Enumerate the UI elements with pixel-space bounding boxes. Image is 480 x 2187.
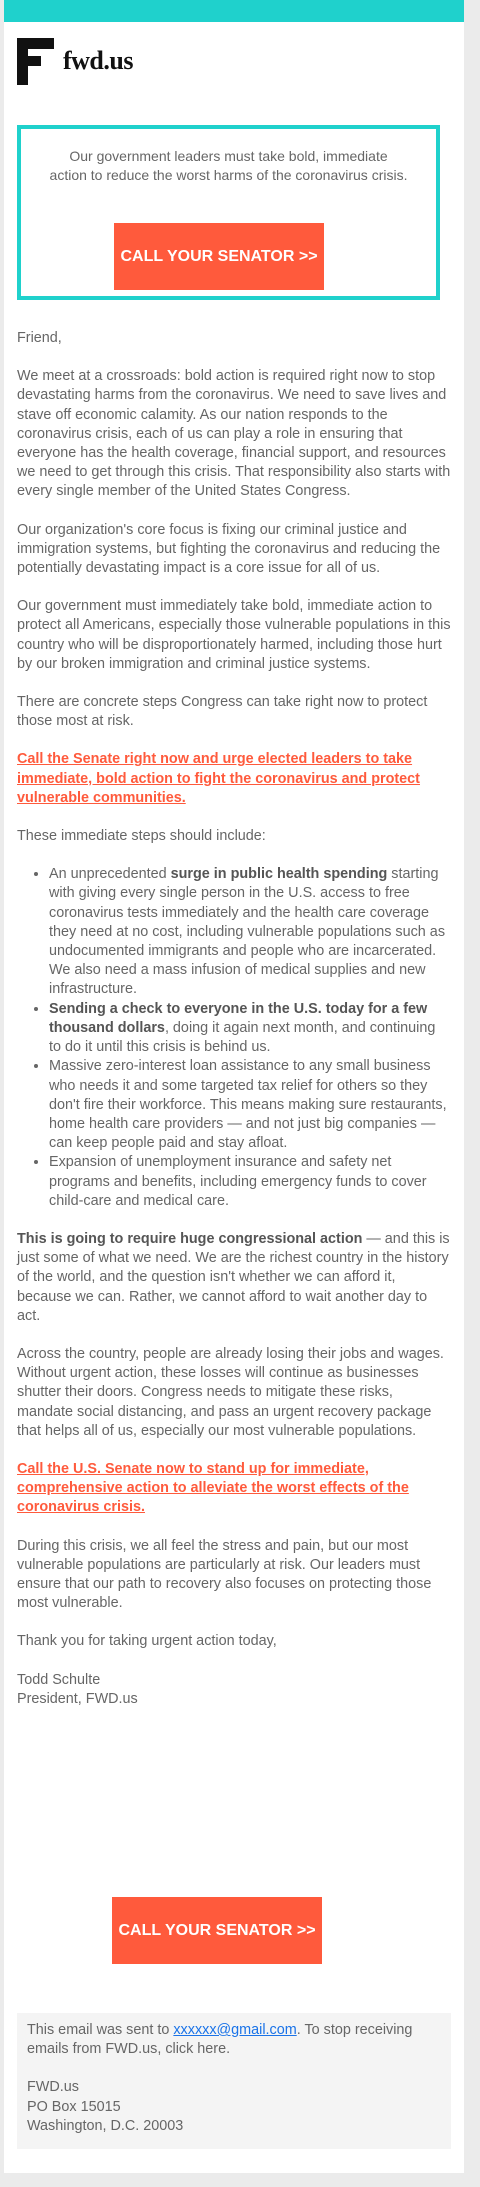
signature-name: Todd Schulte [17,1671,101,1688]
signature [17,1671,451,1709]
top-accent-bar [4,0,464,22]
paragraph-losing-jobs: Across the country, people are already losing their jobs and wages. Without urgent action, these losses will continue as businesses shutter their doors. Congress needs to mitigate these risks, mandate social distancing, and pass an urgent recovery package that helps all of us, especially our most vulnerable populations. [17,1345,444,1439]
paragraph-government-action: Our government must immediately take bold, immediate action to protect all Americans, especially those vulnerable populations in this country who will be disproportionately harmed, including those hurt by our broken immigration and criminal justice systems. [17,598,451,672]
brand-name: fwd.us [63,46,133,75]
email-body [17,329,451,1728]
address-city: Washington, D.C. 20003 [27,2117,184,2134]
greeting: Friend, [17,330,62,346]
unsubscribe-notice: This email was sent to xxxxxx@gmail.com. To stop receiving emails from FWD.us, click here. [27,2022,413,2058]
steps-list [17,865,451,1211]
list-item: • An unprecedented surge in public health spending starting with giving every single person in the U.S. access to free coronavirus tests immediately and the health care coverage they need at no cost, including vulnerable populations such as undocumented immigrants and people who are incarcerated. We also need a mass infusion of medical supplies and new infrastructure. [49,865,451,999]
call-senate-link[interactable]: Call the Senate right now and urge elected leaders to take immediate, bold action to fight the coronavirus and protect vulnerable communities. [17,751,420,806]
call-us-senate-link[interactable]: Call the U.S. Senate now to stand up for immediate, comprehensive action to alleviate the worst effects of the coronavirus crisis. [17,1460,409,1516]
call-senator-button[interactable]: CALL YOUR SENATOR >> [114,223,324,290]
paragraph-stress-and-pain: During this crisis, we all feel the stress and pain, but our most vulnerable populations are particularly at risk. Our leaders must ensure that our path to recovery also focuses on protecting those most vulnerable. [17,1537,432,1612]
paragraph-concrete-steps: There are concrete steps Congress can take right now to protect those most at risk. [17,694,428,730]
paragraph-congressional-action: This is going to require huge congressional action — and this is just some of what we need. We are the richest country in the history of the world, and the question isn't whether we can afford it, because we can. Rather, we cannot afford to wait another day to act. [17,1230,450,1324]
address-org: FWD.us [27,2079,79,2096]
signature-title: President, FWD.us [17,1690,138,1707]
fwd-f-logo-icon [17,38,54,85]
list-item: • Massive zero-interest loan assistance to any small business who needs it and some targeted tax relief for others so they don't fire their workforce. This means making sure restaurants, home health care providers — and not just big companies — can keep people paid and stay afloat. [49,1057,451,1153]
call-senator-footer-button[interactable]: CALL YOUR SENATOR >> [112,1897,322,1964]
address-po-box: PO Box 15015 [27,2098,121,2115]
recipient-email-link[interactable]: xxxxxx@gmail.com [173,2022,297,2038]
email-header [4,22,464,101]
call-us-senate-link-paragraph [17,1460,451,1518]
list-item: • Sending a check to everyone in the U.S. today for a few thousand dollars, doing it again next month, and continuing to do it until this crisis is behind us. [49,1000,451,1058]
list-item: • Expansion of unemployment insurance and safety net programs and benefits, including emergency funds to cover child-care and medical care. [49,1153,451,1211]
paragraph-crossroads: We meet at a crossroads: bold action is required right now to stop devastating harms from the coronavirus. We need to save lives and stave off economic calamity. As our nation responds to the coronavirus crisis, each of us can play a role in ensuring that everyone has the health coverage, financial support, and resources we need to get through this crisis. That responsibility also starts with every single member of the United States Congress. [17,368,451,500]
paragraph-core-focus: Our organization's core focus is fixing our criminal justice and immigration systems, but fighting the coronavirus and reducing the potentially devastating impact is a core issue for all of us. [17,521,441,577]
mailing-address [27,2078,441,2136]
callout-box [17,125,440,300]
email-footer [17,2013,451,2149]
callout-text: Our government leaders must take bold, immediate action to reduce the worst harms of the coronavirus crisis. [49,148,408,183]
call-senate-link-paragraph [17,750,451,808]
email-container [4,0,464,2173]
steps-intro: These immediate steps should include: [17,828,266,845]
paragraph-thank-you: Thank you for taking urgent action today, [17,1633,277,1650]
